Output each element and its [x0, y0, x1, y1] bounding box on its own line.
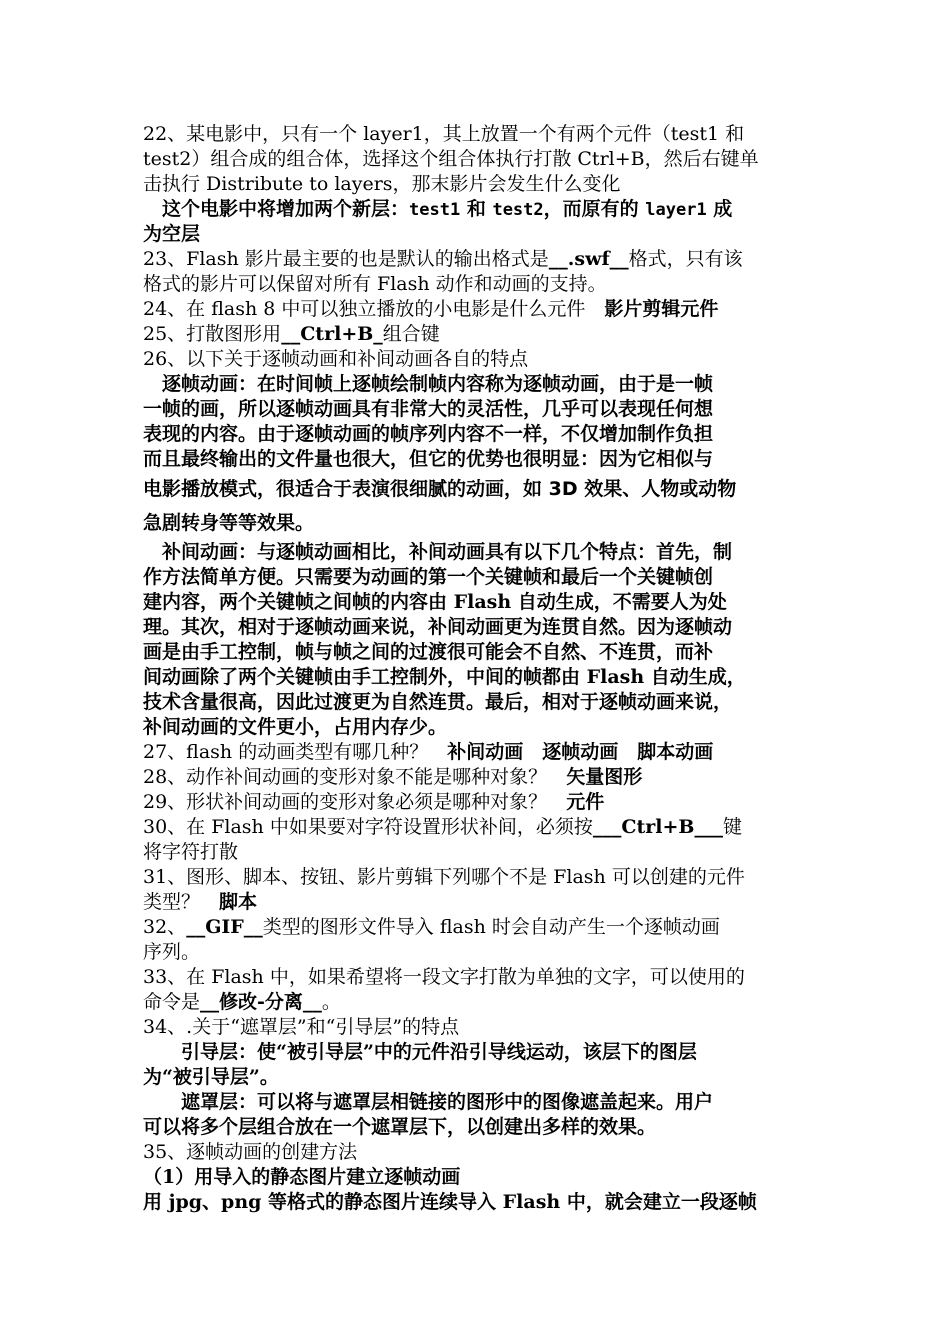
q22-line-2: test2）组合成的组合体，选择这个组合体执行打散 Ctrl+B，然后右键单	[143, 148, 759, 170]
q34-guide-line-1: 引导层：使“被引导层”中的元件沿引导线运动，该层下的图层	[181, 1041, 697, 1063]
q31-line-1: 31、图形、脚本、按钮、影片剪辑下列哪个不是 Flash 可以创建的元件	[143, 866, 745, 888]
q26-frame-line-5: 电影播放模式，很适合于表演很细腻的动画，如 3D 效果、人物或动物	[143, 478, 737, 500]
q23-line-1: 23、Flash 影片最主要的也是默认的输出格式是__.swf__格式，只有该	[143, 248, 743, 270]
q35-heading-1: （1）用导入的静态图片建立逐帧动画	[143, 1166, 461, 1188]
q22-answer-line-2: 为空层	[143, 223, 201, 245]
q26-tween-line-6: 间动画除了两个关键帧由手工控制外，中间的帧都由 Flash 自动生成，	[143, 666, 746, 688]
q26-tween-line-8: 补间动画的文件更小，占用内存少。	[143, 716, 448, 738]
q32-line-1: 32、__GIF__类型的图形文件导入 flash 时会自动产生一个逐帧动画	[143, 916, 720, 938]
q35-question: 35、逐帧动画的创建方法	[143, 1141, 358, 1163]
q26-tween-line-7: 技术含量很高，因此过渡更为自然连贯。最后，相对于逐帧动画来说，	[143, 691, 733, 713]
q26-frame-line-4: 而且最终输出的文件量也很大，但它的优势也很明显：因为它相似与	[143, 448, 714, 470]
q26-tween-line-3: 建内容，两个关键帧之间帧的内容由 Flash 自动生成，不需要人为处	[143, 591, 727, 613]
q30-line-2: 将字符打散	[143, 841, 239, 863]
document-page	[143, 122, 815, 1215]
q26-tween-line-5: 画是由手工控制，帧与帧之间的过渡很可能会不自然、不连贯，而补	[143, 641, 714, 663]
q22-line-1: 22、某电影中，只有一个 layer1，其上放置一个有两个元件（test1 和	[143, 123, 745, 145]
q26-tween-line-4: 理。其次，相对于逐帧动画来说，补间动画更为连贯自然。因为逐帧动	[143, 616, 733, 638]
q34-guide-line-2: 为“被引导层”。	[143, 1066, 279, 1088]
q28-line: 28、动作补间动画的变形对象不能是哪种对象？ 矢量图形	[143, 766, 643, 788]
q23-line-2: 格式的影片可以保留对所有 Flash 动作和动画的支持。	[143, 273, 607, 295]
q34-question: 34、.关于“遮罩层”和“引导层”的特点	[143, 1016, 460, 1038]
q22-answer-line-1: 这个电影中将增加两个新层：test1 和 test2，而原有的 layer1 成	[162, 198, 733, 220]
q26-frame-line-2: 一帧的画，所以逐帧动画具有非常大的灵活性，几乎可以表现任何想	[143, 398, 714, 420]
q34-mask-line-1: 遮罩层：可以将与遮罩层相链接的图形中的图像遮盖起来。用户	[181, 1091, 714, 1113]
q30-line-1: 30、在 Flash 中如果要对字符设置形状补间，必须按___Ctrl+B___键	[143, 816, 742, 838]
q26-frame-line-6: 急剧转身等等效果。	[143, 512, 315, 534]
q32-line-2: 序列。	[143, 941, 201, 963]
q33-line-1: 33、在 Flash 中，如果希望将一段文字打散为单独的文字，可以使用的	[143, 966, 745, 988]
q26-question: 26、以下关于逐帧动画和补间动画各自的特点	[143, 348, 529, 370]
q27-line: 27、flash 的动画类型有哪几种？ 补间动画 逐帧动画 脚本动画	[143, 741, 714, 763]
q31-line-2: 类型？ 脚本	[143, 891, 258, 913]
q33-line-2: 命令是__修改-分离__。	[143, 991, 341, 1013]
q22-line-3: 击执行 Distribute to layers，那末影片会发生什么变化	[143, 173, 621, 195]
q26-tween-line-2: 作方法简单方便。只需要为动画的第一个关键帧和最后一个关键帧创	[143, 566, 714, 588]
q35-line-1: 用 jpg、png 等格式的静态图片连续导入 Flash 中，就会建立一段逐帧	[143, 1191, 757, 1213]
q26-frame-line-3: 表现的内容。由于逐帧动画的帧序列内容不一样，不仅增加制作负担	[143, 423, 714, 445]
q24-line: 24、在 flash 8 中可以独立播放的小电影是什么元件 影片剪辑元件	[143, 298, 719, 320]
q29-line: 29、形状补间动画的变形对象必须是哪种对象？ 元件	[143, 791, 605, 813]
q26-tween-line-1: 补间动画：与逐帧动画相比，补间动画具有以下几个特点：首先，制	[162, 541, 733, 563]
q34-mask-line-2: 可以将多个层组合放在一个遮罩层下，以创建出多样的效果。	[143, 1116, 657, 1138]
q26-frame-line-1: 逐帧动画：在时间帧上逐帧绘制帧内容称为逐帧动画，由于是一帧	[162, 373, 714, 395]
q25-line: 25、打散图形用__Ctrl+B_组合键	[143, 323, 440, 345]
